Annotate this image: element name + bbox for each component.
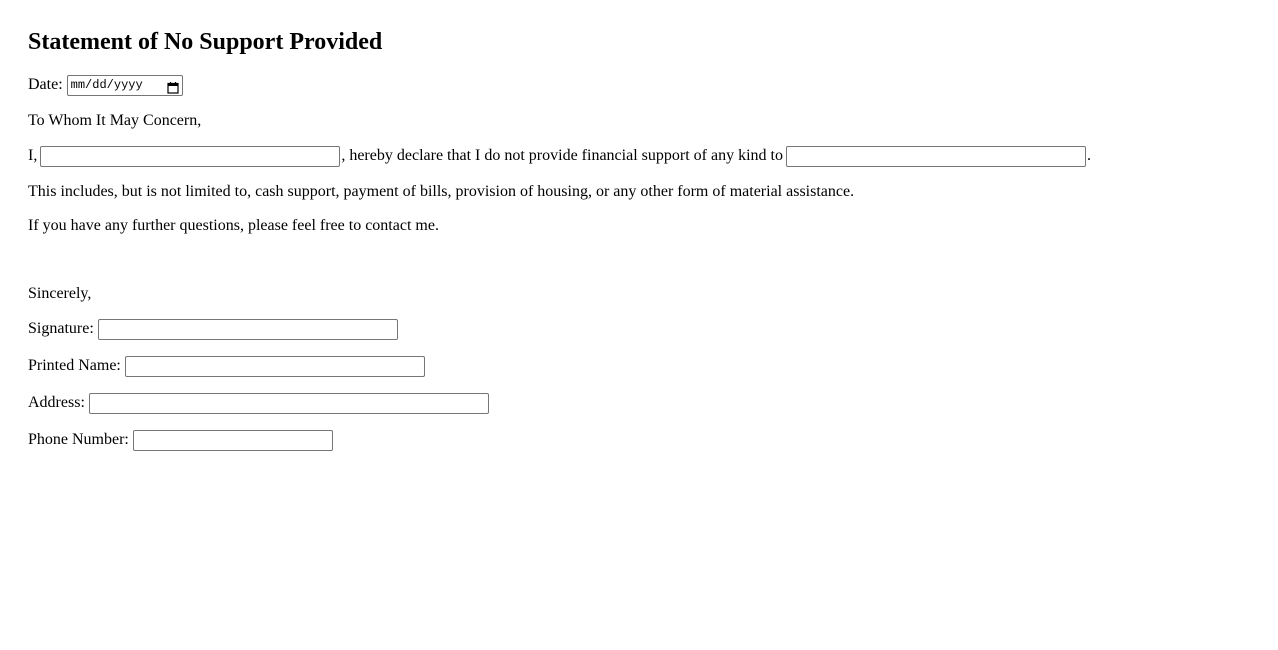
page-title: Statement of No Support Provided	[28, 29, 383, 55]
phone-row	[28, 429, 333, 451]
address-row	[28, 392, 489, 414]
declarant-name-input[interactable]	[40, 146, 340, 167]
signature-input[interactable]	[98, 319, 398, 340]
printed-name-input[interactable]	[125, 356, 425, 377]
declaration-prefix: I,	[28, 147, 38, 164]
phone-label: Phone Number:	[28, 431, 129, 448]
signature-label: Signature:	[28, 320, 94, 337]
calendar-icon[interactable]	[167, 79, 179, 91]
phone-input[interactable]	[133, 430, 333, 451]
closing-text: Sincerely,	[28, 285, 92, 302]
recipient-name-input[interactable]	[786, 146, 1086, 167]
salutation: To Whom It May Concern,	[28, 112, 202, 129]
date-label: Date:	[28, 76, 63, 93]
date-placeholder: mm/dd/yyyy	[70, 78, 143, 92]
declaration-suffix: .	[1086, 147, 1091, 164]
printed-name-row	[28, 355, 425, 377]
address-label: Address:	[28, 394, 85, 411]
date-row	[28, 74, 183, 96]
address-input[interactable]	[89, 393, 489, 414]
declaration-middle: , hereby declare that I do not provide financial support of any kind to	[341, 147, 783, 164]
closing-row	[28, 283, 91, 305]
contact-text: If you have any further questions, please feel free to contact me.	[28, 217, 439, 234]
salutation-row	[28, 110, 201, 132]
printed-name-label: Printed Name:	[28, 357, 121, 374]
declaration-row	[28, 145, 1091, 167]
signature-row	[28, 318, 398, 340]
contact-row	[28, 215, 439, 237]
includes-row	[28, 181, 854, 203]
includes-text: This includes, but is not limited to, cash support, payment of bills, provision of housing, or any other form of material assistance.	[28, 183, 855, 200]
date-input[interactable]	[67, 75, 183, 96]
